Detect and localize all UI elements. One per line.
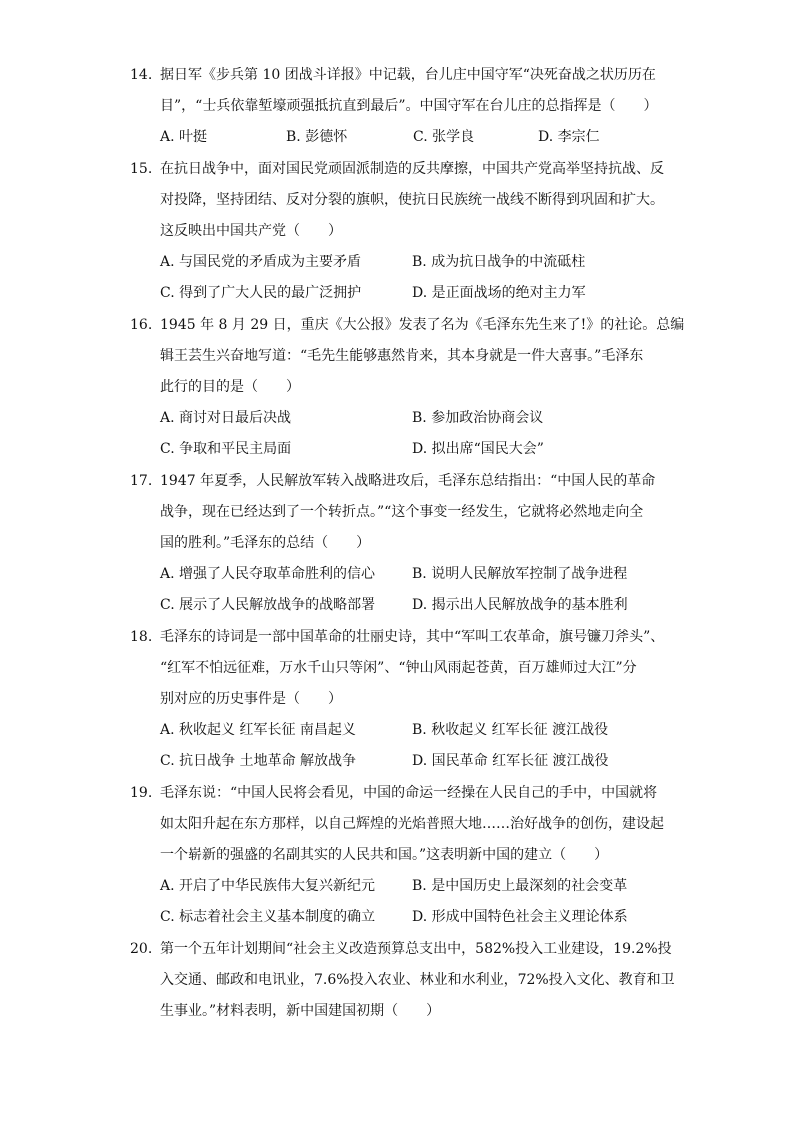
option-d[interactable]: D. 是正面战场的绝对主力军 <box>412 285 586 301</box>
option-b[interactable]: B. 彭德怀 <box>286 129 348 145</box>
question-stem: 在抗日战争中，面对国民党顽固派制造的反共摩擦，中国共产党高举坚持抗战、反 对投降，坚持团结、反对分裂的旗帜，使抗日民族统一战线不断得到巩固和扩大。 这反映出中国共产党（ ） <box>160 161 664 239</box>
option-c[interactable]: C. 抗日战争 土地革命 解放战争 <box>160 753 357 769</box>
option-group <box>160 122 672 153</box>
option-d[interactable]: D. 拟出席“国民大会” <box>412 441 544 457</box>
question-number: 14. <box>130 67 153 83</box>
option-c[interactable]: C. 得到了广大人民的最广泛拥护 <box>160 285 362 301</box>
option-group <box>160 559 672 621</box>
option-b[interactable]: B. 参加政治协商会议 <box>412 410 544 426</box>
option-d[interactable]: D. 揭示出人民解放战争的基本胜利 <box>412 597 628 613</box>
question-number: 15. <box>130 161 153 177</box>
option-a[interactable]: A. 叶挺 <box>160 129 208 145</box>
option-d[interactable]: D. 国民革命 红军长征 渡江战役 <box>412 753 609 769</box>
option-c[interactable]: C. 张学良 <box>413 129 475 145</box>
question-number: 19. <box>130 785 153 801</box>
option-b[interactable]: B. 成为抗日战争的中流砥柱 <box>412 254 586 270</box>
question-number: 20. <box>130 941 153 957</box>
option-c[interactable]: C. 争取和平民主局面 <box>160 441 292 457</box>
option-c[interactable]: C. 展示了人民解放战争的战略部署 <box>160 597 376 613</box>
option-b[interactable]: B. 秋收起义 红军长征 渡江战役 <box>412 722 609 738</box>
question-stem: 毛泽东的诗词是一部中国革命的壮丽史诗，其中“军叫工农革命，旗号镰刀斧头”、 “红军不怕远征难，万水千山只等闲”、“钟山风雨起苍黄，百万雄师过大江”分 别对应的历史事件是（ ） <box>160 629 665 707</box>
option-a[interactable]: A. 开启了中华民族伟大复兴新纪元 <box>160 878 376 894</box>
question-number: 16. <box>130 317 153 333</box>
option-a[interactable]: A. 秋收起义 红军长征 南昌起义 <box>160 722 356 738</box>
option-a[interactable]: A. 与国民党的矛盾成为主要矛盾 <box>160 254 362 270</box>
option-c[interactable]: C. 标志着社会主义基本制度的确立 <box>160 909 376 925</box>
question-number: 18. <box>130 629 153 645</box>
question-stem: 据日军《步兵第 10 团战斗详报》中记载，台儿庄中国守军“决死奋战之状历历在 目”，“士兵依靠堑壕顽强抵抗直到最后”。中国守军在台儿庄的总指挥是（ ） <box>160 67 658 114</box>
question-stem: 毛泽东说：“中国人民将会看见，中国的命运一经操在人民自己的手中，中国就将 如太阳升起在东方那样，以自己辉煌的光焰普照大地……治好战争的创伤，建设起 一个崭新的强盛的名副其实的人民共和国。”这表明新中国的建立（ ） <box>160 785 664 863</box>
option-group <box>160 247 672 309</box>
question-stem: 第一个五年计划期间“社会主义改造预算总支出中，582%投入工业建设，19.2%投 入交通、邮政和电讯业，7.6%投入农业、林业和水利业，72%投入文化、教育和卫 生事业。”材料表明，新中国建国初期（ ） <box>160 941 675 1019</box>
option-group <box>160 403 672 465</box>
option-group <box>160 871 672 933</box>
question-stem: 1945 年 8 月 29 日，重庆《大公报》发表了名为《毛泽东先生来了!》的社论。总编 辑王芸生兴奋地写道：“毛先生能够惠然肯来，其本身就是一件大喜事。”毛泽东 此行的目的是（ ） <box>160 317 685 395</box>
option-d[interactable]: D. 形成中国特色社会主义理论体系 <box>412 909 628 925</box>
option-a[interactable]: A. 商讨对日最后决战 <box>160 410 292 426</box>
option-d[interactable]: D. 李宗仁 <box>538 129 600 145</box>
option-group <box>160 715 672 777</box>
option-b[interactable]: B. 说明人民解放军控制了战争进程 <box>412 566 628 582</box>
question-stem: 1947 年夏季，人民解放军转入战略进攻后，毛泽东总结指出：“中国人民的革命 战争，现在已经达到了一个转折点。”“这个事变一经发生，它就将必然地走向全 国的胜利。”毛泽东的总结（ ） <box>160 473 656 551</box>
question-number: 17. <box>130 473 153 489</box>
option-a[interactable]: A. 增强了人民夺取革命胜利的信心 <box>160 566 376 582</box>
option-b[interactable]: B. 是中国历史上最深刻的社会变革 <box>412 878 628 894</box>
